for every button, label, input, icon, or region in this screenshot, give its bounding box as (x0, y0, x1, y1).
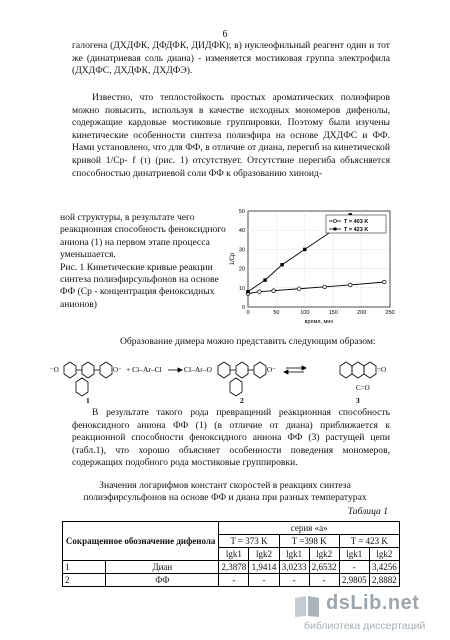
rate-constants-table (62, 521, 400, 587)
table-sub-header: lgk2 (369, 548, 399, 561)
row-number: 1 (63, 561, 106, 574)
book-icon (292, 593, 322, 619)
svg-text:O⁻: O⁻ (267, 366, 276, 374)
table-sub-header: lgk2 (309, 548, 339, 561)
wrap-text: ной структуры, в результате чего реакционная способность феноксидного аниона (1) на первом этапе процесса уменьшается. (60, 212, 226, 261)
table-cell: 2,8882 (369, 574, 399, 587)
table-cell: 3,4256 (369, 561, 399, 574)
paragraph-1: галогена (ДХДФК, ДФДФК, ДИДФК); в) нуклеофильный реагент один и тот же (динатриевая соль диана) - изменяется мостиковая группа электрофила (ДХДФС, ДХДФК, ДХДФЭ). (72, 40, 390, 77)
scheme-label-2: 2 (240, 396, 244, 404)
chart-y-tick: 50 (238, 209, 245, 215)
chart-point (383, 280, 387, 284)
table-header-row (63, 522, 400, 535)
table-temp-1: T = 373 K (219, 535, 279, 548)
chart-point (303, 248, 306, 251)
chart-x-tick: 150 (328, 310, 338, 316)
reaction-scheme (50, 350, 390, 404)
row-name: ФФ (106, 574, 219, 587)
table-row (63, 574, 400, 587)
chart-y-label: 1/Cp (230, 252, 236, 266)
figure-caption: Рис. 1 Кинетические кривые реакции синтеза полиэфирсульфонов на основе ФФ (Ср - концентрация феноксидных анионов) (60, 261, 219, 310)
scheme-label-1: 1 (86, 396, 90, 404)
table-cell: 3,0233 (279, 561, 309, 574)
chart-point (258, 290, 262, 294)
table-col-header: Сокращенное обозначение дифенола (63, 522, 219, 561)
row-number: 2 (63, 574, 106, 587)
chart-y-tick: 10 (238, 285, 245, 292)
wrapped-text-block (60, 212, 228, 311)
watermark-subtitle: библиотека диссертаций (304, 620, 426, 632)
chart-legend-marker (333, 219, 336, 222)
table-sub-header: lgk1 (279, 548, 309, 561)
table-temp-2: T =398 K (279, 535, 339, 548)
svg-text:=O: =O (377, 366, 387, 374)
table-sub-header: lgk1 (219, 548, 249, 561)
table-cell: - (309, 574, 339, 587)
chart-x-tick: 50 (273, 310, 280, 316)
table-caption: Таблица 1 (347, 506, 388, 517)
chart-x-tick: 200 (357, 310, 367, 316)
chart-legend-marker (334, 228, 337, 231)
chart-y-tick: 20 (238, 266, 245, 273)
watermark[interactable] (292, 590, 442, 638)
table-cell: - (219, 574, 249, 587)
chart-y-tick: 30 (238, 247, 245, 254)
chart-point (263, 278, 266, 281)
row-name: Диан (106, 561, 219, 574)
table-cell: 2,6532 (309, 561, 339, 574)
chart-x-tick: 250 (385, 310, 395, 316)
svg-text:C=O: C=O (356, 384, 370, 392)
table-series-header: серия «а» (219, 522, 400, 535)
paragraph-2: Известно, что теплостойкость простых ароматических полиэфиров можно повысить, используя в качестве исходных мономеров дифенолы, содержащие кардовые мостиковые группировки. Поэтому были изучены кинетические особенности синтеза полиэфира на основе ДХДФС и ФФ. Нами установлено, что для ФФ, в отличие от диана, перегиб на кинетической кривой 1/Ср- f (τ) (рис. 1) отсутствует. Отсутствие перегиба объясняется способностью динатриевой соли ФФ к образованию хиноид- (72, 92, 390, 179)
chart-y-tick: 0 (241, 305, 245, 311)
chart-point (297, 287, 301, 291)
reaction-reagent: + Cl–Ar–Cl (126, 365, 162, 374)
chart-point (246, 290, 249, 293)
watermark-site: dsLib.net (326, 592, 420, 614)
table-row (63, 561, 400, 574)
table-cell: - (339, 561, 369, 574)
chart-y-tick: 40 (238, 228, 245, 235)
chart-point (323, 285, 327, 289)
paragraph-4: В результате такого рода превращений реакционная способность феноксидного аниона ФФ (1) (в отличие от диана) приближается к реакционной способности феноксидного аниона ФФ (3) растущей цепи (табл.1), что хорошо объясняет особенности поведения мономеров, содержащих подобного рода мостиковые группировки. (72, 407, 390, 469)
table-cell: - (249, 574, 279, 587)
chart-legend-label: T = 403 K (344, 219, 369, 225)
table-cell: 2,9805 (339, 574, 369, 587)
chart-x-tick: 0 (246, 310, 250, 316)
table-sub-header: lgk2 (249, 548, 279, 561)
svg-text:⁻O: ⁻O (50, 366, 59, 374)
scheme-label-3: 3 (356, 396, 360, 404)
page-number: 6 (222, 29, 228, 40)
table-cell: - (279, 574, 309, 587)
chart-x-label: время, мин (304, 319, 334, 325)
paragraph-3: Образование димера можно представить следующим образом: (120, 336, 376, 347)
table-title: Значения логарифмов констант скоростей в реакциях синтеза полиэфирсульфонов на основе ФФ и диана при разных температурах (83, 480, 367, 504)
table-cell: 1,9414 (249, 561, 279, 574)
table-cell: 2,3878 (219, 561, 249, 574)
chart-legend-label: T = 423 K (344, 227, 369, 233)
reaction-scheme-structures (50, 362, 386, 396)
table-temp-3: T = 423 K (339, 535, 399, 548)
table-sub-header: lgk1 (339, 548, 369, 561)
svg-text:O⁻: O⁻ (113, 366, 122, 374)
chart-point (280, 263, 283, 266)
chart-point (272, 289, 276, 293)
chart-x-tick: 100 (300, 310, 310, 316)
chart-point (348, 283, 352, 287)
reaction-product-fragment: Cl–Ar–O (184, 365, 212, 374)
kinetic-chart (226, 205, 396, 325)
